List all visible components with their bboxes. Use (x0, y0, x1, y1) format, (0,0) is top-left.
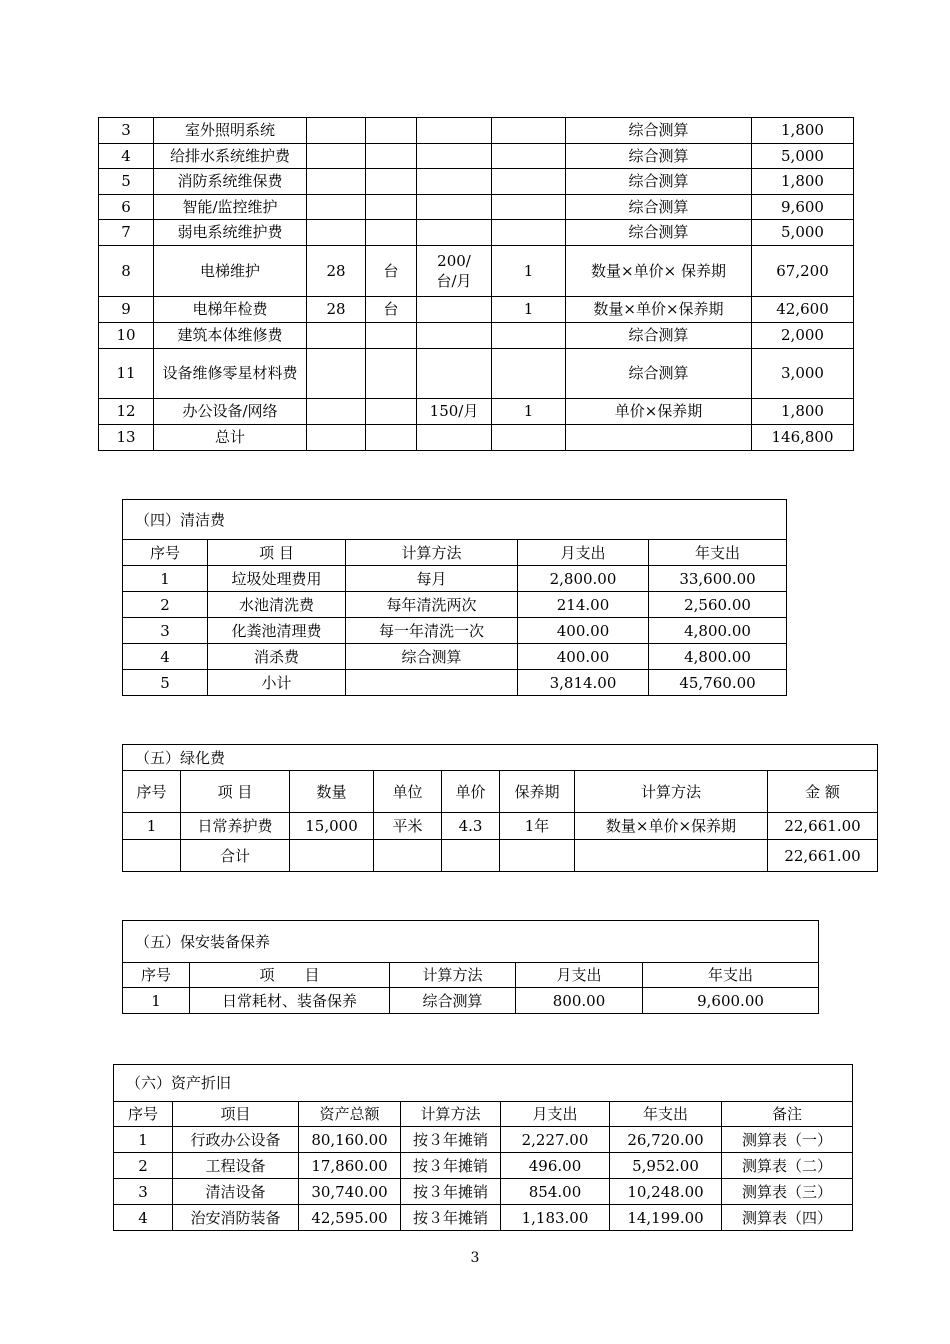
column-header: 项 目 (208, 540, 346, 566)
row-number: 10 (99, 322, 154, 348)
item-name: 建筑本体维修费 (154, 322, 307, 348)
column-header: 计算方法 (346, 540, 518, 566)
section-title: （五）保安装备保养 (123, 921, 819, 963)
amount: 1,800 (752, 118, 854, 144)
amount: 9,600 (752, 194, 854, 220)
calc-method: 单价×保养期 (566, 398, 752, 424)
amount: 67,200 (752, 245, 854, 296)
calc-method: 综合测算 (566, 143, 752, 169)
header-row (123, 540, 787, 566)
item-name: 电梯维护 (154, 245, 307, 296)
section-title: （五）绿化费 (123, 745, 878, 771)
column-header: 项 目 (190, 963, 390, 988)
greening-fee-table (122, 744, 878, 872)
amount: 42,600 (752, 296, 854, 322)
table-row: 12 办公设备/网络 150/月 1 单价×保养期 1,800 (99, 398, 854, 424)
table-row: 2 水池清洗费 每年清洗两次 214.00 2,560.00 (123, 592, 787, 618)
row-number: 5 (99, 169, 154, 195)
calc-method (566, 424, 752, 450)
calc-method: 综合测算 (566, 118, 752, 144)
amount: 1,800 (752, 169, 854, 195)
table-row: 4 消杀费 综合测算 400.00 4,800.00 (123, 644, 787, 670)
calc-method: 综合测算 (566, 220, 752, 246)
table-row (99, 169, 854, 195)
column-header: 月支出 (501, 1102, 610, 1127)
item-name: 办公设备/网络 (154, 398, 307, 424)
asset-depreciation-table (113, 1064, 853, 1231)
amount: 146,800 (752, 424, 854, 450)
table-row: 1 垃圾处理费用 每月 2,800.00 33,600.00 (123, 566, 787, 592)
column-header: 单位 (374, 771, 442, 813)
column-header: 计算方法 (575, 771, 768, 813)
table-row: 1 日常养护费 15,000 平米 4.3 1年 数量×单价×保养期 22,661.00 (123, 813, 878, 840)
item-name: 电梯年检费 (154, 296, 307, 322)
column-header: 序号 (114, 1102, 173, 1127)
column-header: 项目 (173, 1102, 299, 1127)
column-header: 序号 (123, 771, 181, 813)
item-name: 设备维修零星材料费 (154, 348, 307, 398)
table-row (99, 322, 854, 348)
table-row: 3 清洁设备 30,740.00 按３年摊销 854.00 10,248.00 测算表（三） (114, 1179, 853, 1205)
row-number: 7 (99, 220, 154, 246)
item-name: 总计 (154, 424, 307, 450)
header-row (114, 1102, 853, 1127)
unit-price: 200/台/月 (417, 245, 492, 296)
amount: 3,000 (752, 348, 854, 398)
amount: 5,000 (752, 143, 854, 169)
header-row (123, 771, 878, 813)
calc-method: 综合测算 (566, 322, 752, 348)
table-row (99, 424, 854, 450)
calc-method: 数量×单价× 保养期 (566, 245, 752, 296)
column-header: 资产总额 (299, 1102, 401, 1127)
amount: 5,000 (752, 220, 854, 246)
row-number: 13 (99, 424, 154, 450)
table-row: 5 小计 3,814.00 45,760.00 (123, 670, 787, 696)
table-row: 1 日常耗材、装备保养 综合测算 800.00 9,600.00 (123, 988, 819, 1014)
row-number: 9 (99, 296, 154, 322)
column-header: 备注 (722, 1102, 853, 1127)
column-header: 数量 (290, 771, 374, 813)
column-header: 计算方法 (401, 1102, 501, 1127)
column-header: 年支出 (643, 963, 819, 988)
column-header: 年支出 (610, 1102, 722, 1127)
security-equipment-table (122, 920, 819, 1014)
table-row (99, 194, 854, 220)
unit-price: 150/月 (417, 398, 492, 424)
row-number: 11 (99, 348, 154, 398)
maintenance-table (98, 117, 854, 451)
table-row (99, 220, 854, 246)
amount: 1,800 (752, 398, 854, 424)
table-row: 8 电梯维护 28 台 200/台/月 1 数量×单价× 保养期 67,200 (99, 245, 854, 296)
section-title: （四）清洁费 (123, 500, 787, 540)
column-header: 月支出 (518, 540, 649, 566)
column-header: 保养期 (500, 771, 575, 813)
column-header: 金 额 (768, 771, 878, 813)
item-name: 智能/监控维护 (154, 194, 307, 220)
column-header: 序号 (123, 963, 190, 988)
row-number: 3 (99, 118, 154, 144)
section-title: （六）资产折旧 (114, 1065, 853, 1102)
table-row: 3 化粪池清理费 每一年清洗一次 400.00 4,800.00 (123, 618, 787, 644)
calc-method: 综合测算 (566, 348, 752, 398)
cleaning-fee-table (122, 499, 787, 696)
table-row: 1 行政办公设备 80,160.00 按３年摊销 2,227.00 26,720.00 测算表（一） (114, 1127, 853, 1153)
item-name: 弱电系统维护费 (154, 220, 307, 246)
row-number: 6 (99, 194, 154, 220)
column-header: 单价 (442, 771, 500, 813)
item-name: 给排水系统维护费 (154, 143, 307, 169)
calc-method: 综合测算 (566, 194, 752, 220)
table-row: 9 电梯年检费 28 台 1 数量×单价×保养期 42,600 (99, 296, 854, 322)
table-row (99, 143, 854, 169)
page-number: 3 (470, 1250, 480, 1266)
table-row: 合计 22,661.00 (123, 840, 878, 872)
row-number: 8 (99, 245, 154, 296)
row-number: 12 (99, 398, 154, 424)
item-name: 消防系统维保费 (154, 169, 307, 195)
column-header: 月支出 (516, 963, 643, 988)
column-header: 年支出 (649, 540, 787, 566)
column-header: 计算方法 (390, 963, 516, 988)
header-row (123, 963, 819, 988)
column-header: 序号 (123, 540, 208, 566)
table-row (99, 348, 854, 398)
row-number: 4 (99, 143, 154, 169)
amount: 2,000 (752, 322, 854, 348)
item-name: 室外照明系统 (154, 118, 307, 144)
table-row: 2 工程设备 17,860.00 按３年摊销 496.00 5,952.00 测算表（二） (114, 1153, 853, 1179)
calc-method: 数量×单价×保养期 (566, 296, 752, 322)
table-row: 4 治安消防装备 42,595.00 按３年摊销 1,183.00 14,199.00 测算表（四） (114, 1205, 853, 1231)
column-header: 项 目 (181, 771, 290, 813)
table-row (99, 118, 854, 144)
calc-method: 综合测算 (566, 169, 752, 195)
